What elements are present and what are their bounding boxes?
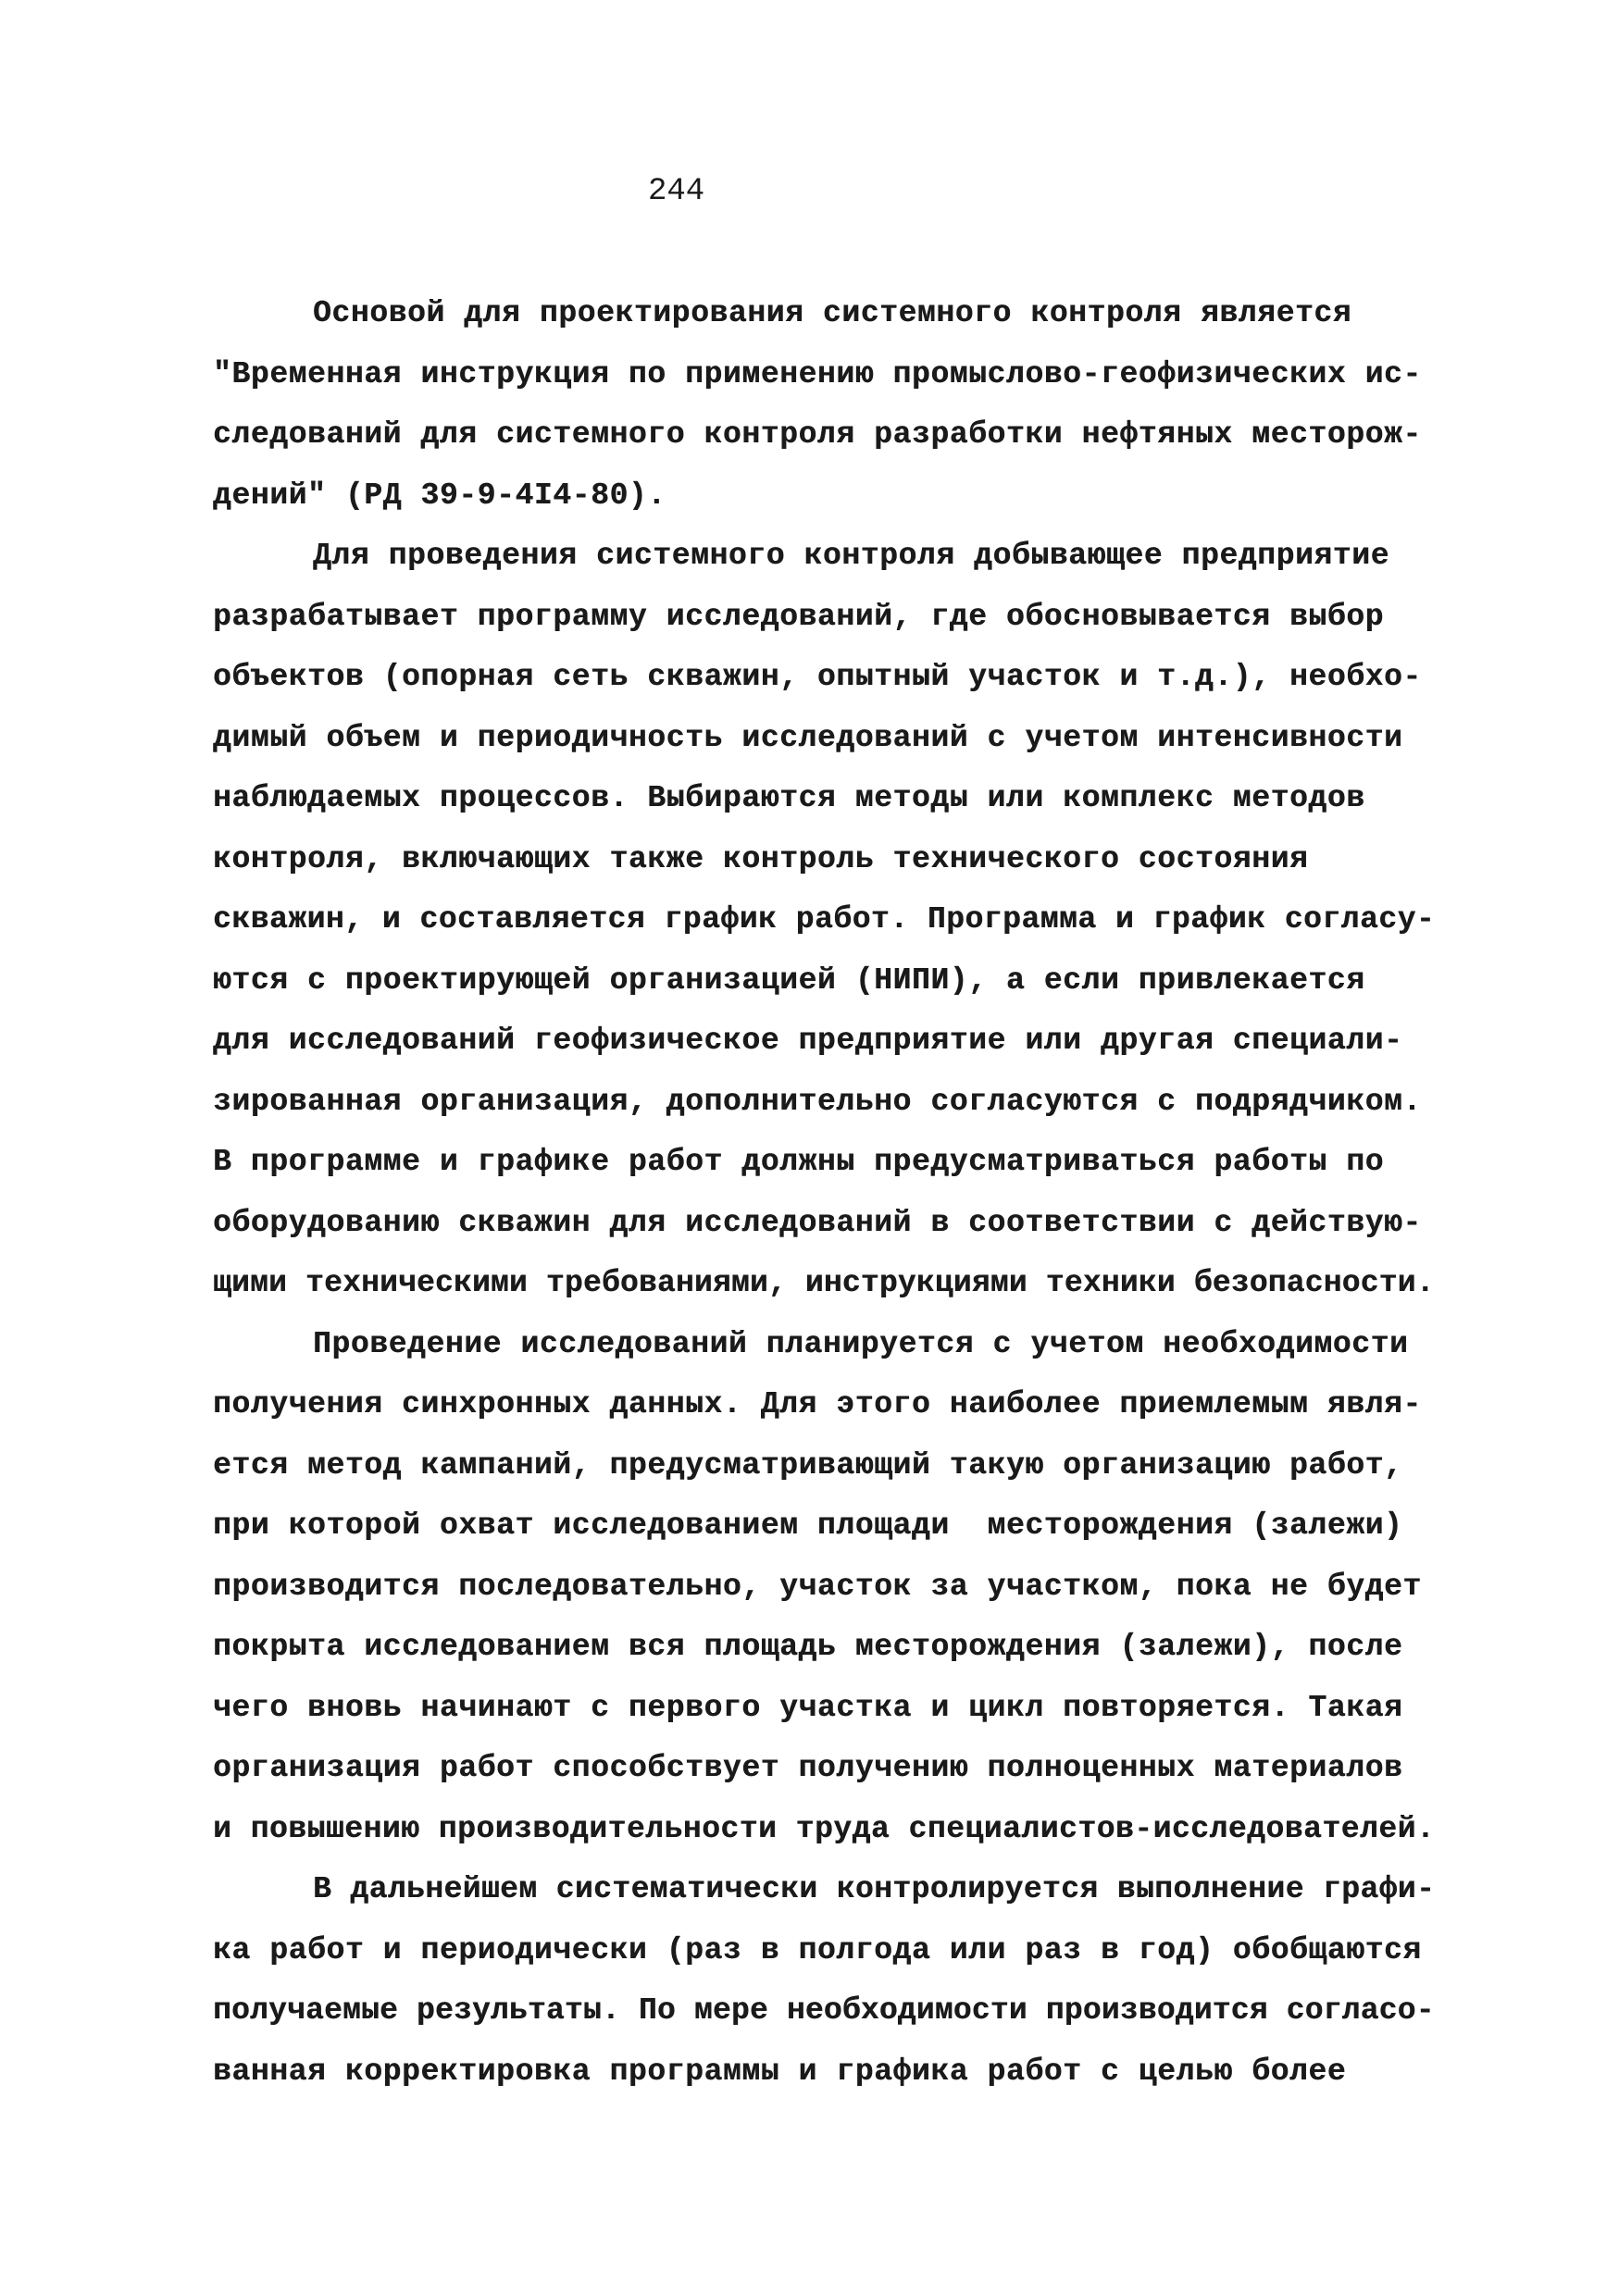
text-line: дений" (РД 39-9-4I4-80). <box>213 478 666 513</box>
text-line: ванная корректировка программы и графика работ с целью более <box>213 2054 1347 2089</box>
text-line: Основой для проектирования системного контроля является <box>313 296 1352 330</box>
text-line: контроля, включающих также контроль технического состояния <box>213 841 1309 876</box>
text-line: чего вновь начинают с первого участка и цикл повторяется. Такая <box>213 1690 1403 1725</box>
text-line: организация работ способствует получению полноценных материалов <box>213 1751 1403 1785</box>
text-line: димый объем и периодичность исследований с учетом интенсивности <box>213 720 1403 755</box>
text-line: и повышению производительности труда специалистов-исследователей. <box>213 1811 1436 1846</box>
text-line: при которой охват исследованием площади месторождения (залежи) <box>213 1508 1403 1543</box>
text-line: зированная организация, дополнительно согласуются с подрядчиком. <box>213 1084 1422 1119</box>
text-line: покрыта исследованием вся площадь месторождения (залежи), после <box>213 1630 1403 1664</box>
text-line: Проведение исследований планируется с учетом необходимости <box>313 1326 1409 1361</box>
text-line: В программе и графике работ должны предусматриваться работы по <box>213 1145 1384 1179</box>
text-line: "Временная инструкция по применению промыслово-геофизических ис- <box>213 356 1422 391</box>
text-line: щими техническими требованиями, инструкциями техники безопасности. <box>213 1266 1435 1300</box>
text-line: для исследований геофизическое предприятие или другая специали- <box>213 1024 1403 1058</box>
text-line: получения синхронных данных. Для этого наиболее приемлемым явля- <box>213 1387 1422 1421</box>
text-line: объектов (опорная сеть скважин, опытный участок и т.д.), необхо- <box>213 660 1422 694</box>
text-line: наблюдаемых процессов. Выбираются методы или комплекс методов <box>213 781 1365 815</box>
page-number: 244 <box>648 174 705 209</box>
text-line: следований для системного контроля разработки нефтяных месторож- <box>213 417 1422 452</box>
text-line: Для проведения системного контроля добывающее предприятие <box>313 539 1389 573</box>
text-line: разрабатывает программу исследований, где обосновывается выбор <box>213 599 1384 634</box>
text-line: ется метод кампаний, предусматривающий такую организацию работ, <box>213 1447 1403 1483</box>
text-line: оборудованию скважин для исследований в соответствии с действую- <box>213 1205 1422 1240</box>
text-line: скважин, и составляется график работ. Программа и график согласу- <box>213 902 1436 937</box>
text-line: производится последовательно, участок за участком, пока не будет <box>213 1569 1422 1604</box>
document-body <box>213 283 1435 2102</box>
text-line: В дальнейшем систематически контролируется выполнение графи- <box>313 1872 1436 1906</box>
text-line: ка работ и периодически (раз в полгода или раз в год) обобщаются <box>213 1932 1422 1967</box>
text-line: получаемые результаты. По мере необходимости производится согласо- <box>213 1993 1435 2028</box>
text-line: ются с проектирующей организацией (НИПИ), а если привлекается <box>213 962 1365 998</box>
